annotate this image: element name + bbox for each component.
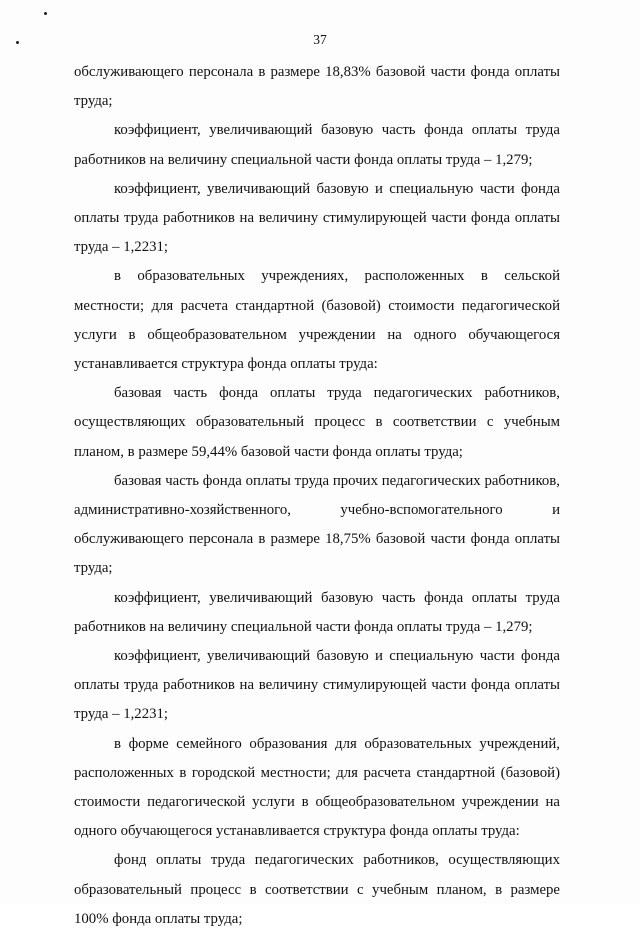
paragraph: обслуживающего персонала в размере 18,83% базовой части фонда оплаты труда;: [74, 64, 560, 110]
paragraph: фонд оплаты труда педагогических работников, осуществляющих образовательный процесс в соответствии с учебным планом, в размере 100% фонда оплаты труда;: [74, 852, 560, 927]
page-number: 37: [313, 32, 327, 47]
paragraph: коэффициент, увеличивающий базовую и специальную части фонда оплаты труда работников на величину стимулирующей части фонда оплаты труда – 1,2231;: [74, 648, 560, 723]
paragraph: в форме семейного образования для образовательных учреждений, расположенных в городской местности; для расчета стандартной (базовой) стоимости педагогической услуги в общеобразовательном учреждении на одного обучающегося устанавливается структура фонда оплаты труда:: [74, 735, 560, 840]
paragraph: базовая часть фонда оплаты труда педагогических работников, осуществляющих образовательный процесс в соответствии с учебным планом, в размере 59,44% базовой части фонда оплаты труда;: [74, 385, 560, 460]
document-body: [74, 58, 560, 934]
paragraph: коэффициент, увеличивающий базовую часть фонда оплаты труда работников на величину специальной части фонда оплаты труда – 1,279;: [74, 122, 560, 168]
scan-speck: [44, 12, 47, 15]
paragraph: коэффициент, увеличивающий базовую и специальную части фонда оплаты труда работников на величину стимулирующей части фонда оплаты труда – 1,2231;: [74, 180, 560, 256]
paragraph: базовая часть фонда оплаты труда прочих педагогических работников, административно-хозяйственного, учебно-вспомогательного и обслуживающего персонала в размере 18,75% базовой части фонда оплаты труда;: [74, 472, 560, 577]
paragraph: в образовательных учреждениях, расположенных в сельской местности; для расчета стандартной (базовой) стоимости педагогической услуги в общеобразовательном учреждении на одного обучающегося устанавливается структура фонда оплаты труда:: [74, 268, 560, 373]
paragraph: коэффициент, увеличивающий базовую часть фонда оплаты труда работников на величину специальной части фонда оплаты труда – 1,279;: [74, 589, 560, 635]
